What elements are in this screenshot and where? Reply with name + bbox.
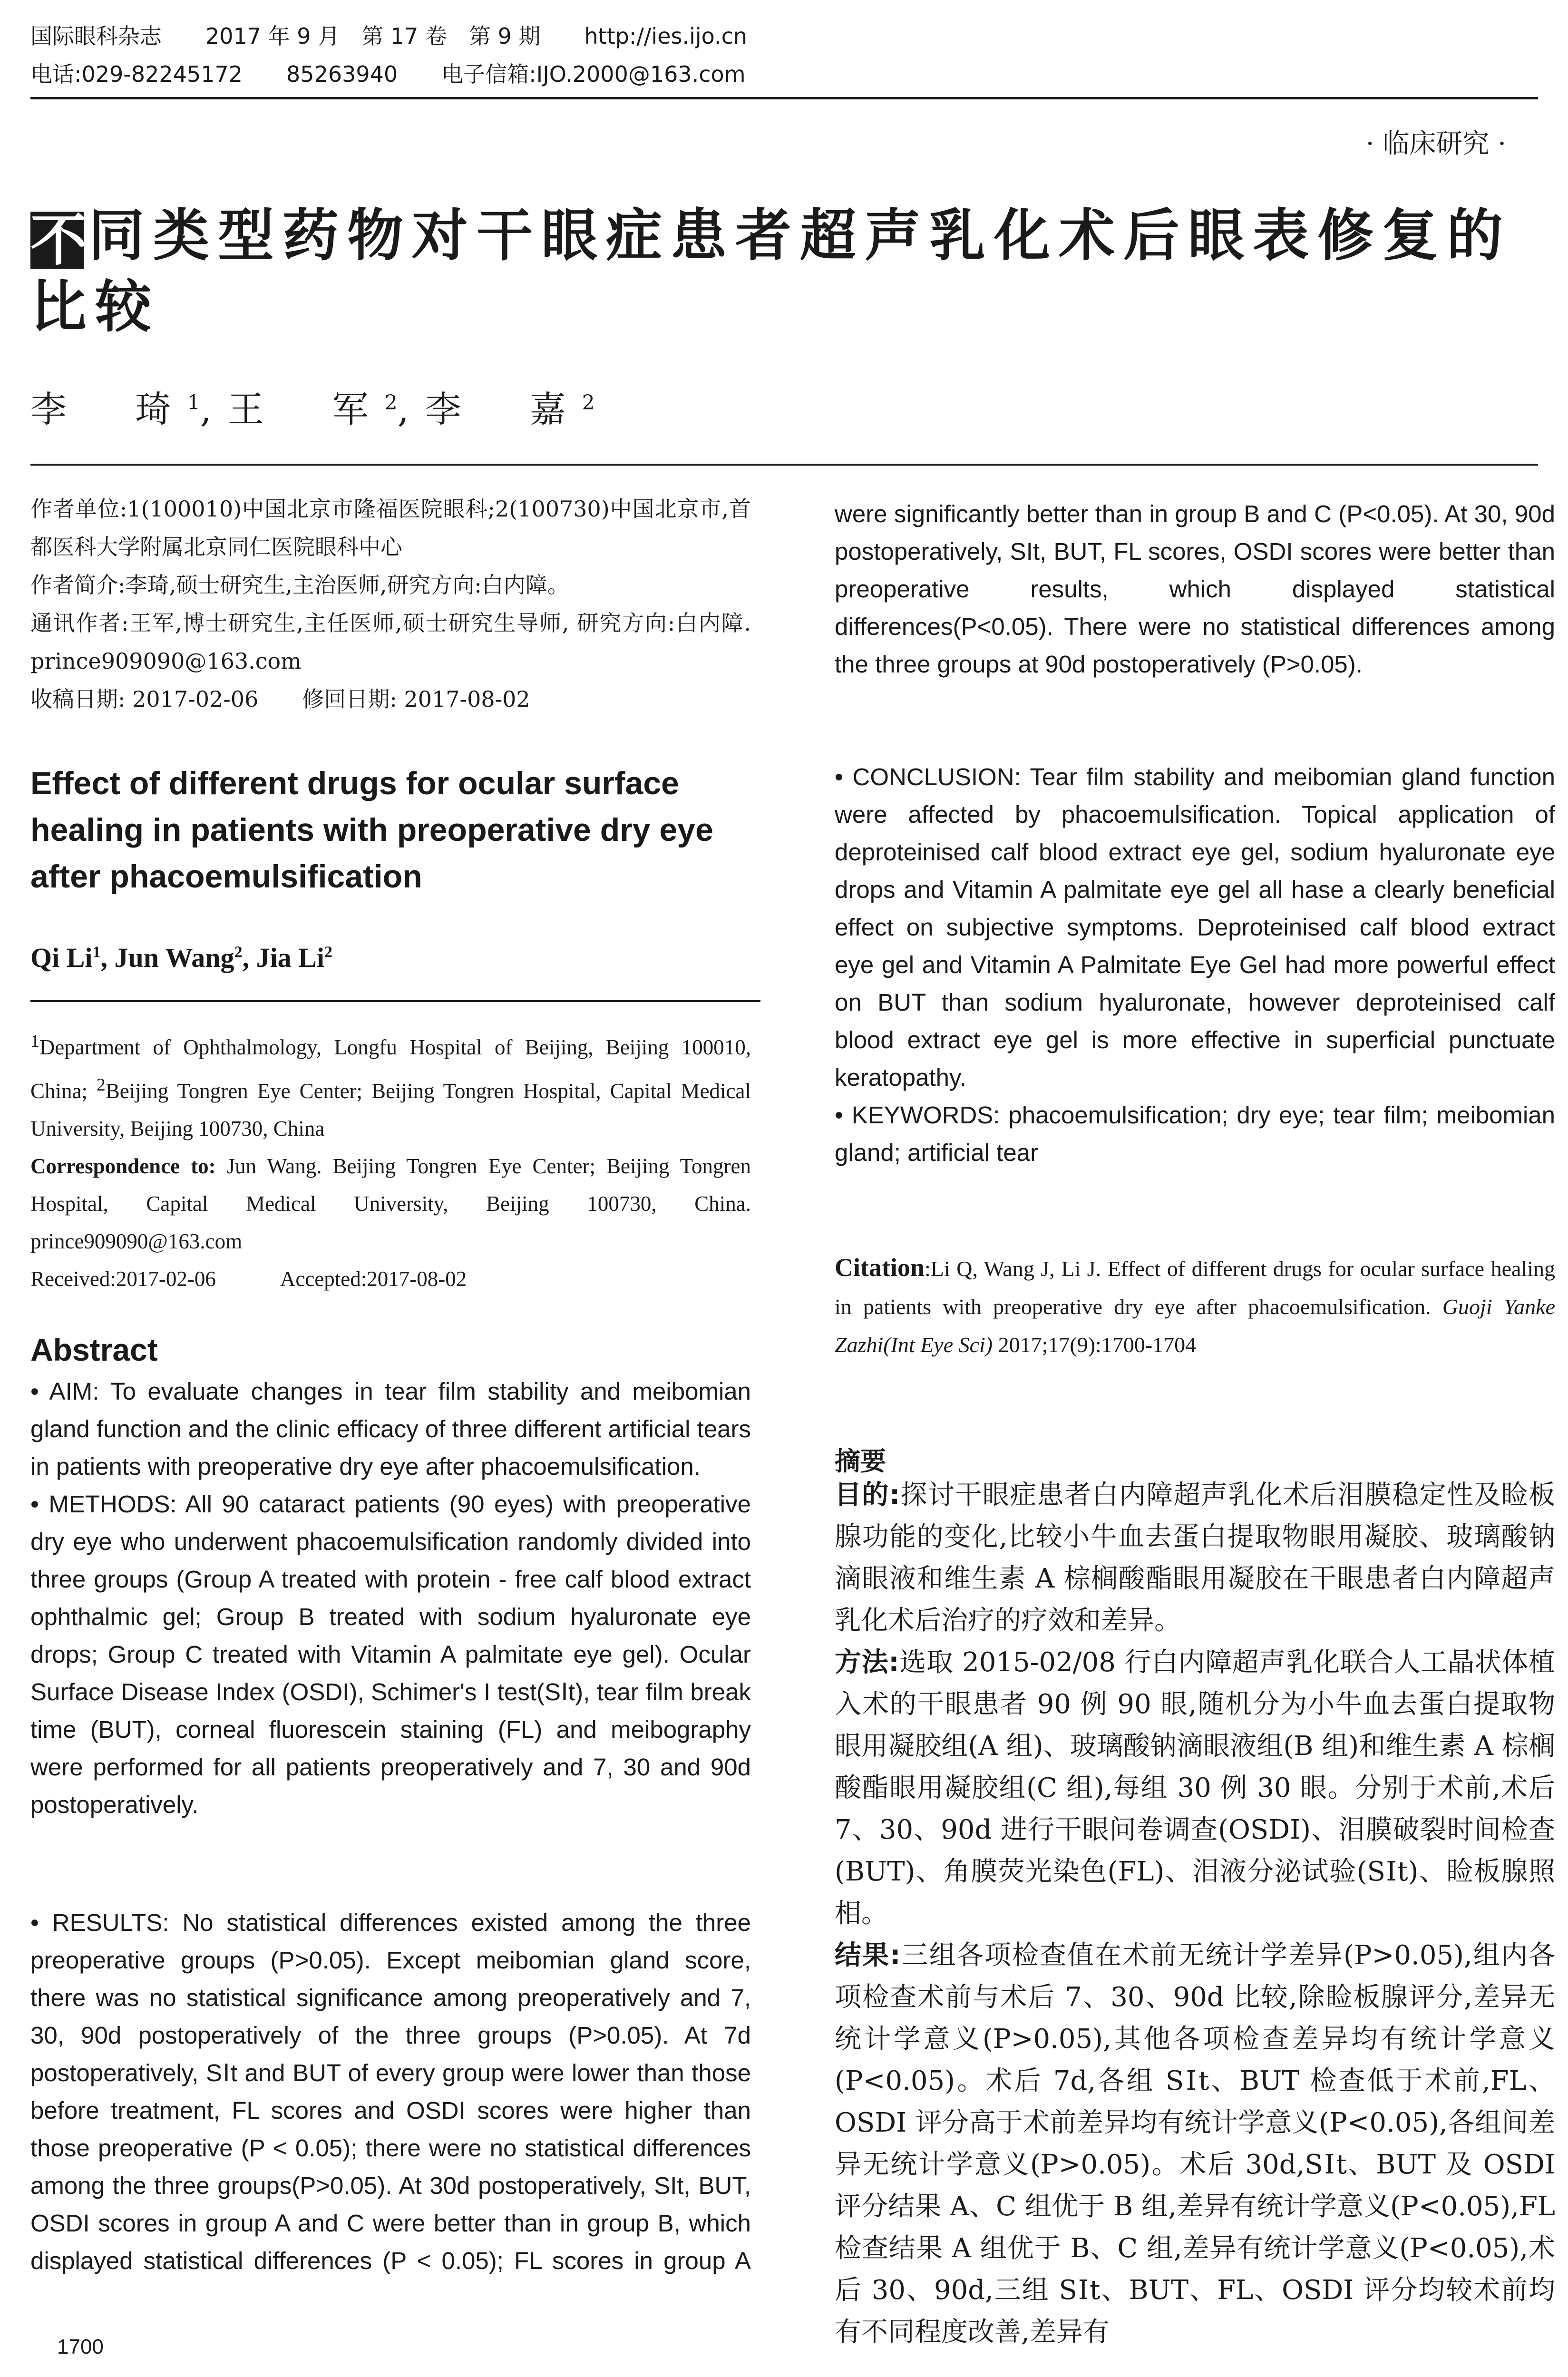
affiliation-2: Beijing Tongren Eye Center; Beijing Tongren Hospital, Capital Medical University, Beijing 100730, China [30, 1079, 751, 1140]
author-cn: 李 嘉 [425, 388, 582, 430]
title-initial: 不 [30, 207, 87, 273]
title-en: Effect of different drugs for ocular surface healing in patients with preoperative dry eye after phacoemulsification [30, 765, 713, 895]
zh-methods: 方法:选取 2015-02/08 行白内障超声乳化联合人工晶状体植入术的干眼患者 90 例 90 眼,随机分为小牛血去蛋白提取物眼用凝胶组(A 组)、玻璃酸钠滴眼液组(B 组)和维生素 A 棕榈酸酯眼用凝胶组(C 组),每组 30 例 30 眼。分别于术前,术后 7、30、90d 进行干眼问卷调查(OSDI)、泪膜破裂时间检查(BUT)、角膜荧光染色(FL)、泪液分泌试验(SⅠt)、睑板腺照相。 [835, 1647, 1555, 1929]
citation-label: Citation [835, 1253, 925, 1282]
correspondence-text: Jun Wang. Beijing Tongren Eye Center; Beijing Tongren Hospital, Capital Medical University, Beijing 100730, China. prince909090@163.com [30, 1154, 751, 1253]
abstract-conclusion: • CONCLUSION: Tear film stability and meibomian gland function were affected by phacoemulsification. Topical application of deproteinised calf blood extract eye gel, sodium hyaluronate eye drops and Vitamin A palmitate eye gel all hase a clearly beneficial effect on subjective symptoms. Deproteinised calf blood extract eye gel and Vitamin A Palmitate Eye Gel had more powerful effect on BUT than sodium hyaluronate, however deproteinised calf blood extract eye gel is more effective in superficial punctuate keratopathy. [835, 763, 1555, 1091]
abstract-right [835, 758, 1555, 1171]
journal-name: 国际眼科杂志 [30, 23, 162, 49]
issue-info: 2017 年 9 月 第 17 卷 第 9 期 [205, 23, 541, 49]
authors-cn: 李 琦$^1$,王 军$^2$,李 嘉$^2$ [30, 388, 595, 430]
correspondence-cn: 通讯作者:王军,博士研究生,主任医师,硕士研究生导师, 研究方向:白内障. prince909090@163.com [30, 610, 751, 674]
zh-aim: 目的:探讨干眼症患者白内障超声乳化术后泪膜稳定性及睑板腺功能的变化,比较小牛血去蛋白提取物眼用凝胶、玻璃酸钠滴眼液和维生素 A 棕榈酸酯眼用凝胶在干眼患者白内障超声乳化术后治疗的疗效和差异。 [835, 1480, 1555, 1636]
author-en: Qi Li [30, 942, 93, 973]
affiliation-en: $^1$Department of Ophthalmology, Longfu Hospital of Beijing, Beijing 100010, China; $^2$Beijing Tongren Eye Center; Beijing Tongren Hospital, Capital Medical University, Beijing 100730, China Correspondence to: Jun Wang. Beijing Tongren Eye Center; Beijing Tongren Hospital, Capital Medical University, Beijing 100730, China. prince909090@163.com Received:2017-02-06 Accepted:2017-08-02 [30, 1032, 751, 1291]
journal-url[interactable]: http://ies.ijo.cn [584, 23, 748, 49]
zh-abstract-heading: 摘要 [835, 1446, 886, 1476]
author-en: Jun Wang [114, 942, 234, 973]
abstract-aim: • AIM: To evaluate changes in tear film stability and meibomian gland function and the clinic efficacy of three different artificial tears in patients with preoperative dry eye after phacoemulsification. [30, 1378, 751, 1480]
abstract-results: • RESULTS: No statistical differences existed among the three preoperative groups (P>0.05). Except meibomian gland score, there was no statistical significance among preoperatively and 7, 30, 90d postoperatively of the three groups (P>0.05). At 7d postoperatively, SⅠt and BUT of every group were lower than those before treatment, FL scores and OSDI scores were higher than those preoperative (P < 0.05); there were no statistical differences among the three groups(P>0.05). At 30d postoperatively, SIt, BUT, OSDI scores in group A and C were better than in group B, which displayed statistical differences (P < 0.05); FL scores in group A [30, 1909, 751, 2274]
author-cn: 李 琦 [30, 388, 187, 430]
abstract-keywords: • KEYWORDS: phacoemulsification; dry eye; tear film; meibomian gland; artificial tear [835, 1101, 1555, 1166]
title-cn-line2: 比较 [30, 273, 160, 340]
contact-header [30, 59, 746, 89]
phone-info: 电话:029-82245172 85263940 [30, 61, 398, 87]
authors-en: Qi Li$^1$, Jun Wang$^2$, Jia Li$^2$ [30, 942, 332, 973]
abstract-left [30, 1373, 751, 1823]
results-clip-left [30, 1904, 751, 2280]
email-info: 电子信箱:IJO.2000@163.com [441, 61, 746, 87]
title-cn [30, 200, 1543, 342]
affiliation-cn: 作者单位:1(100010)中国北京市隆福医院眼科;2(100730)中国北京市,首都医科大学附属北京同仁医院眼科中心 [30, 496, 751, 560]
section-tag: · 临床研究 · [1365, 128, 1506, 159]
author-bio-cn: 作者简介:李琦,硕士研究生,主治医师,研究方向:白内障。 [30, 572, 569, 598]
abstract-methods: • METHODS: All 90 cataract patients (90 eyes) with preoperative dry eye who underwent phacoemulsification randomly divided into three groups (Group A treated with protein - free calf blood extract ophthalmic gel; Group B treated with sodium hyaluronate eye drops; Group C treated with Vitamin A palmitate eye gel). Ocular Surface Disease Index (OSDI), Schimer's I test(SⅠt), tear film break time (BUT), corneal fluorescein staining (FL) and meibography were performed for all patients preoperatively and 7, 30 and 90d postoperatively. [30, 1490, 751, 1818]
correspondence-label: Correspondence to: [30, 1154, 216, 1178]
citation-journal: Guoji Yanke Zazhi(Int Eye Sci) [835, 1295, 1555, 1357]
page-number: 1700 [57, 2335, 104, 2358]
citation: Citation:Li Q, Wang J, Li J. Effect of different drugs for ocular surface healing in patients with preoperative dry eye after phacoemulsification. Guoji Yanke Zazhi(Int Eye Sci) 2017;17(9):1700-1704 [835, 1253, 1555, 1357]
zh-results: 结果:三组各项检查值在术前无统计学差异(P>0.05),组内各项检查术前与术后 7、30、90d 比较,除睑板腺评分,差异无统计学意义(P>0.05),其他各项检查差异均有统计学意义(P<0.05)。术后 7d,各组 SⅠt、BUT 检查低于术前,FL、OSDI 评分高于术前差异均有统计学意义(P<0.05),各组间差异无统计学意义(P>0.05)。术后 30d,SⅠt、BUT 及 OSDI 评分结果 A、C 组优于 B 组,差异有统计学意义(P<0.05),FL 检查结果 A 组优于 B、C 组,差异有统计学意义(P<0.05),术后 30、90d,三组 SⅠt、BUT、FL、OSDI 评分均较术前均有不同程度改善,差异有 [835, 1940, 1555, 2348]
results-clip-right [835, 495, 1555, 758]
authors-rule [30, 1000, 760, 1002]
author-info-cn [30, 490, 751, 718]
author-cn: 王 军 [227, 388, 385, 430]
zh-abstract [835, 1474, 1555, 2353]
author-en: Jia Li [256, 942, 324, 973]
dates-cn: 收稿日期: 2017-02-06 修回日期: 2017-08-02 [30, 686, 530, 712]
affiliation-1: Department of Ophthalmology, Longfu Hospital of Beijing, Beijing 100010, China; [30, 1035, 751, 1103]
title-rule [30, 464, 1538, 466]
header-rule [30, 97, 1538, 99]
running-header [30, 21, 747, 51]
title-cn-line1: 同类型药物对干眼症患者超声乳化术后眼表修复的 [88, 202, 1512, 268]
abstract-heading: Abstract [30, 1332, 158, 1367]
received-accepted: Received:2017-02-06 Accepted:2017-08-02 [30, 1267, 467, 1291]
abstract-results-continued: were significantly better than in group B and C (P<0.05). At 30, 90d postoperatively, SIt, BUT, FL scores, OSDI scores were better than preoperative results, which displayed statistical differences(P<0.05). There were no statistical differences among the three groups at 90d postoperatively (P>0.05). [835, 500, 1555, 678]
